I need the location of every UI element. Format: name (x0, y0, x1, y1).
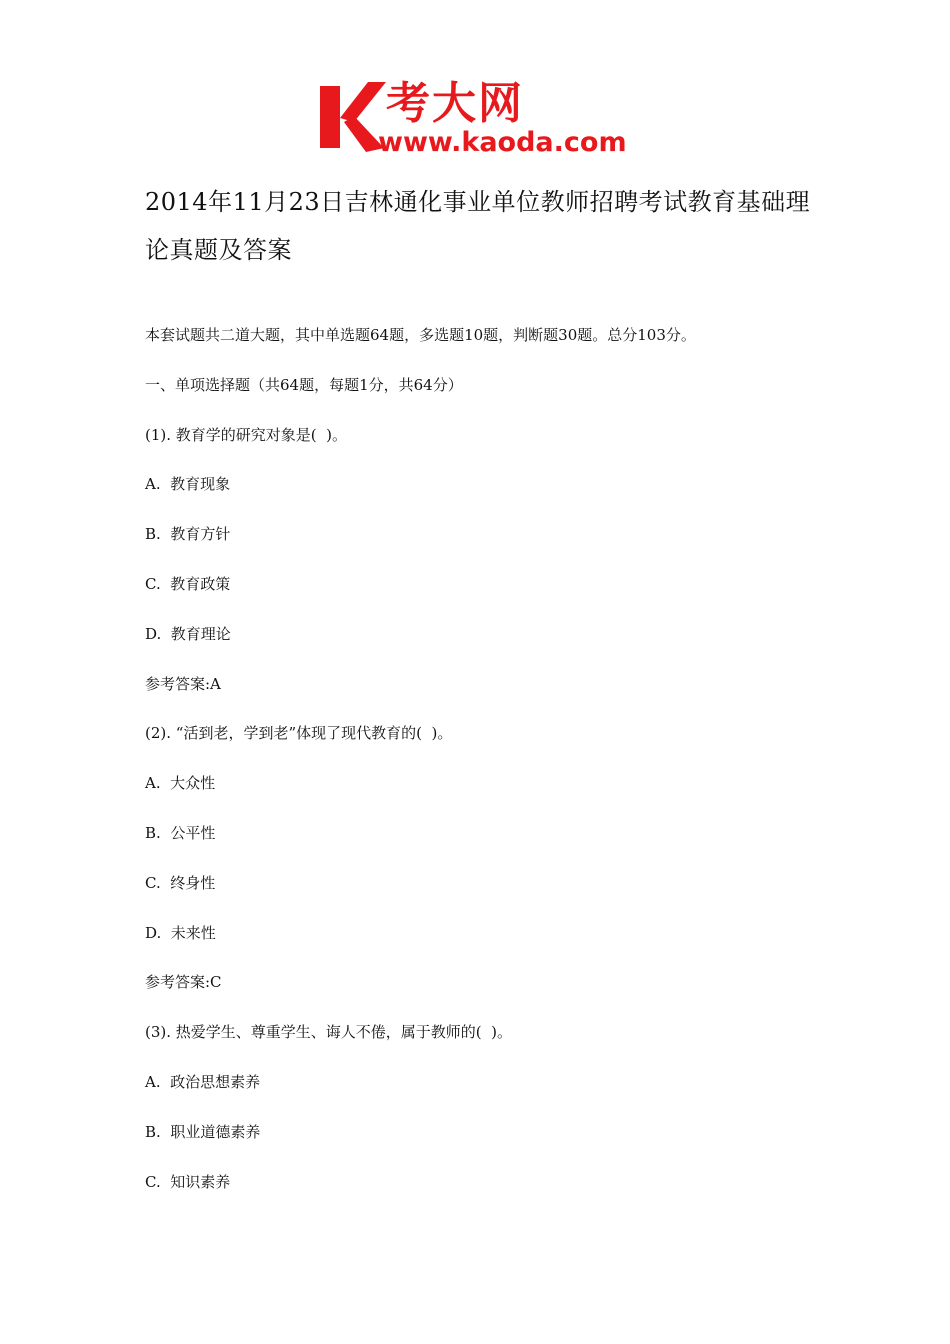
intro-text: 本套试题共二道大题，其中单选题64题，多选题10题，判断题30题。总分103分。 (145, 326, 696, 344)
answer-option: B. 公平性 (145, 823, 216, 842)
brand-name: 考大网 (386, 78, 524, 129)
question-stem: (3). 热爱学生、尊重学生、诲人不倦，属于教师的( )。 (145, 1023, 513, 1042)
brand-url: www.kaoda.com (378, 127, 627, 158)
question-stem: (1). 教育学的研究对象是( )。 (145, 425, 348, 444)
section-heading: 一、单项选择题（共64题，每题1分，共64分） (145, 375, 463, 394)
kaoda-logo (318, 78, 638, 160)
answer-option: D. 未来性 (145, 923, 216, 942)
question-stem: (2). “活到老，学到老”体现了现代教育的( )。 (145, 724, 453, 743)
answer-option: D. 教育理论 (145, 624, 231, 643)
answer-option: A. 政治思想素养 (145, 1072, 261, 1091)
document-title: 2014年11月23日吉林通化事业单位教师招聘考试教育基础理论真题及答案 (145, 188, 811, 264)
document-body (145, 319, 845, 1215)
answer-option: C. 知识素养 (145, 1172, 231, 1191)
answer-option: A. 教育现象 (145, 475, 231, 494)
answer-option: C. 终身性 (145, 873, 216, 892)
answer-option: B. 职业道德素养 (145, 1122, 261, 1141)
answer-option: B. 教育方针 (145, 525, 231, 544)
answer-option: C. 教育政策 (145, 574, 231, 593)
reference-answer: 参考答案:C (145, 973, 222, 992)
reference-answer: 参考答案:A (145, 674, 221, 693)
answer-option: A. 大众性 (145, 774, 216, 793)
